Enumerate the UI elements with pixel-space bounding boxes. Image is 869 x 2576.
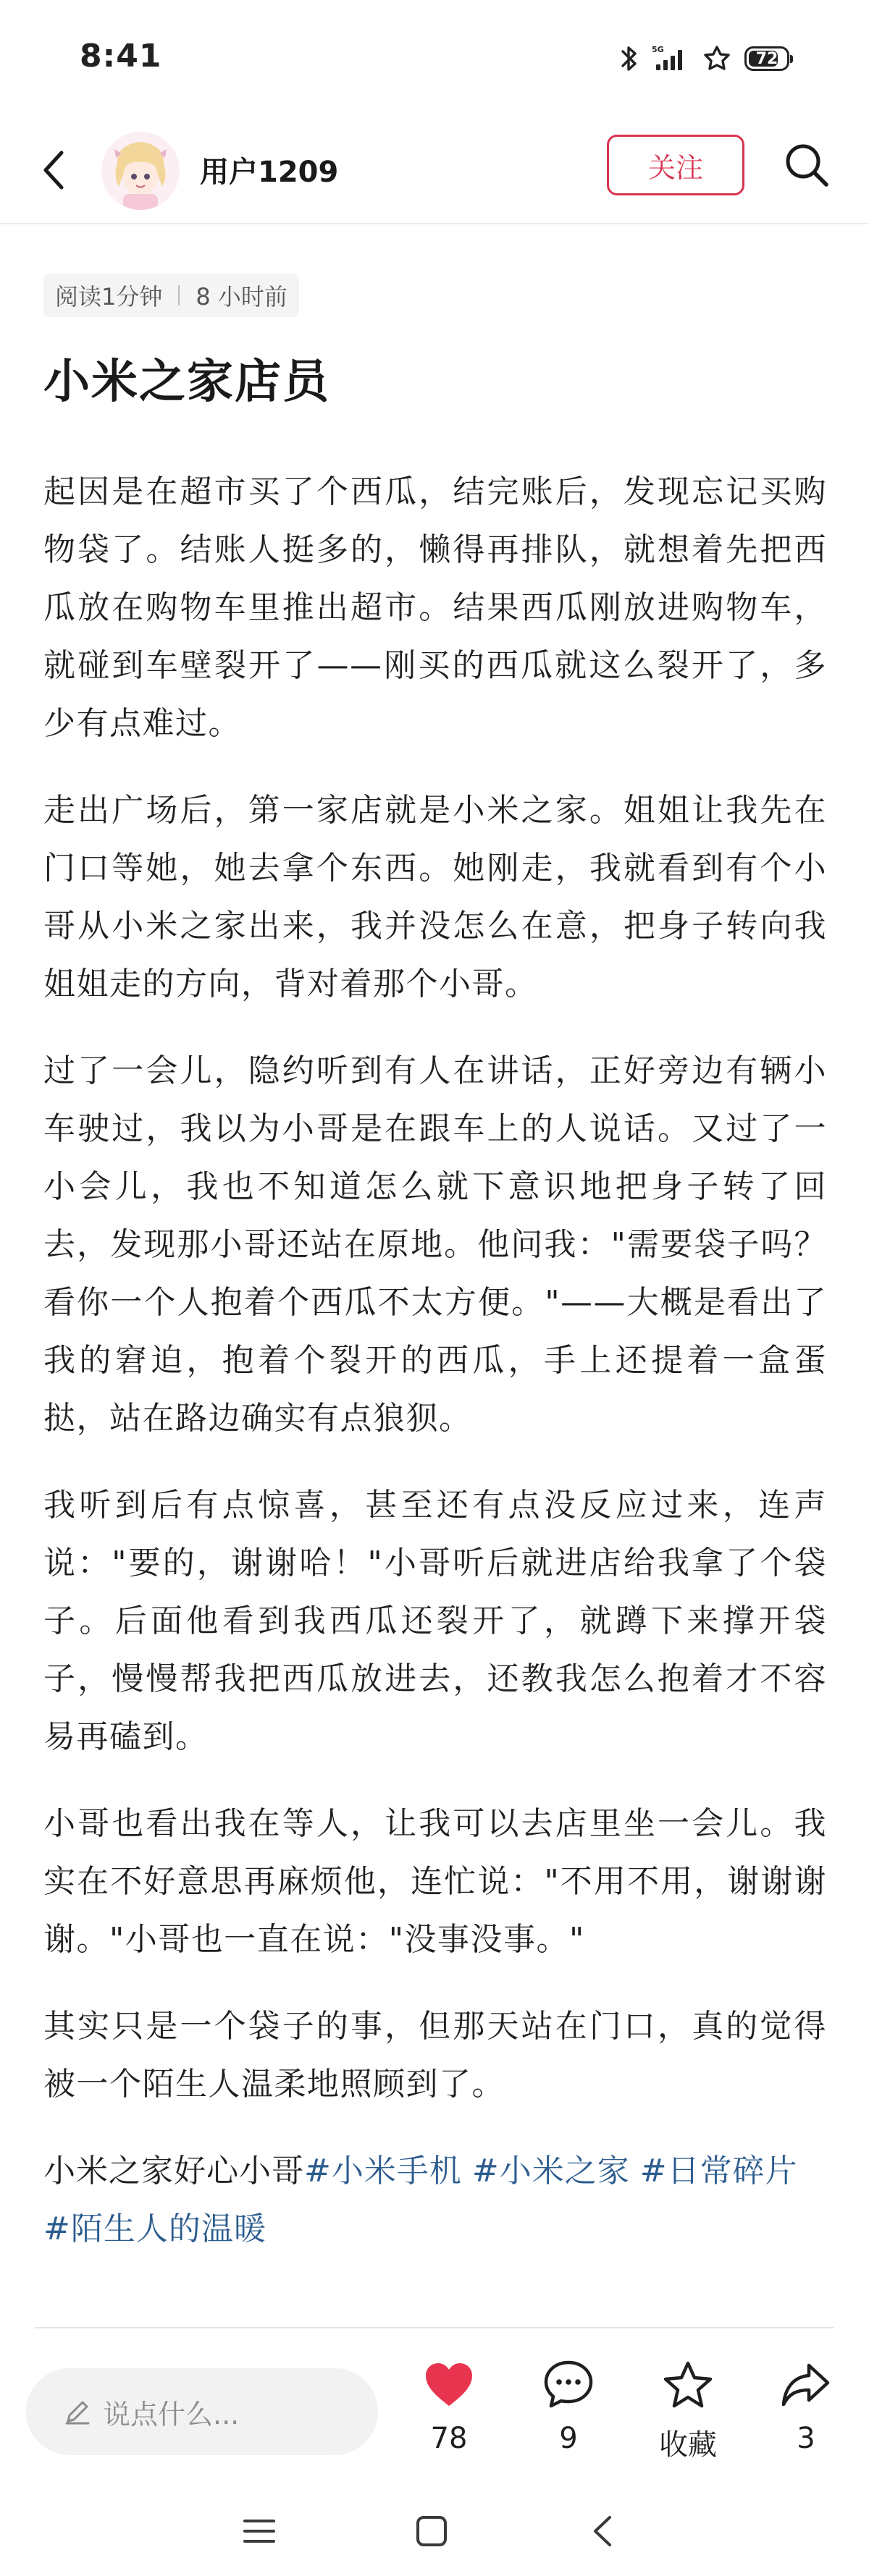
comment-button[interactable] <box>518 2358 619 2455</box>
post-meta <box>43 274 299 317</box>
app-notify-icon <box>702 44 731 73</box>
signal-5g-icon <box>652 44 689 73</box>
paragraph-5: 小哥也看出我在等人，让我可以去店里坐一会儿。我实在不好意思再麻烦他，连忙说："不用不用，谢谢谢谢。"小哥也一直在说："没事没事。" <box>43 1805 827 1958</box>
status-icons <box>620 41 789 77</box>
tag-daily-fragments[interactable]: #日常碎片 <box>639 2153 798 2189</box>
share-button[interactable] <box>755 2358 857 2455</box>
username[interactable]: 用户1209 <box>200 156 339 189</box>
bluetooth-icon <box>620 44 639 73</box>
read-time: 阅读1分钟 <box>55 283 163 311</box>
menu-icon <box>242 2517 277 2546</box>
meta-divider <box>178 285 180 305</box>
status-time: 8:41 <box>80 38 162 75</box>
post-body <box>43 463 827 2258</box>
search-button[interactable] <box>779 138 834 193</box>
closing-text: 小米之家好心小哥 <box>43 2153 304 2189</box>
paragraph-2: 走出广场后，第一家店就是小米之家。姐姐让我先在门口等她，她去拿个东西。她刚走，我就看到有个小哥从小米之家出来，我并没怎么在意，把身子转向我姐姐走的方向，背对着那个小哥。 <box>43 792 827 1002</box>
comment-bubble-icon <box>542 2360 595 2410</box>
like-button[interactable] <box>398 2358 500 2455</box>
comment-count: 9 <box>559 2422 578 2455</box>
battery-level: 72 <box>755 49 778 68</box>
home-button[interactable] <box>403 2506 461 2556</box>
bottom-divider <box>35 2327 834 2328</box>
home-square-icon <box>415 2514 448 2548</box>
tag-stranger-warmth[interactable]: #陌生人的温暖 <box>43 2210 266 2247</box>
tag-xiaomi-phone[interactable]: #小米手机 <box>304 2153 462 2189</box>
back-button[interactable] <box>29 142 80 198</box>
post-title: 小米之家店员 <box>43 355 330 409</box>
svg-text:5G: 5G <box>652 45 664 54</box>
back-triangle-icon <box>588 2513 617 2549</box>
share-count: 3 <box>797 2422 815 2455</box>
tag-xiaomi-home[interactable]: #小米之家 <box>471 2153 630 2189</box>
star-icon <box>662 2360 714 2410</box>
comment-input[interactable] <box>26 2368 378 2455</box>
posted-time: 8 小时前 <box>196 283 287 311</box>
back-arrow-icon <box>40 148 69 192</box>
paragraph-4: 我听到后有点惊喜，甚至还有点没反应过来，连声说："要的，谢谢哈！"小哥听后就进店给我拿了个袋子。后面他看到我西瓜还裂开了，就蹲下来撑开袋子，慢慢帮我把西瓜放进去，还教我怎么抱着才不容易再磕到。 <box>43 1487 827 1755</box>
paragraph-6: 其实只是一个袋子的事，但那天站在门口，真的觉得被一个陌生人温柔地照顾到了。 <box>43 2008 827 2103</box>
avatar[interactable] <box>101 132 180 210</box>
favorite-label: 收藏 <box>659 2428 717 2462</box>
follow-button[interactable]: 关注 <box>607 135 744 195</box>
tags-line <box>43 2142 827 2258</box>
share-arrow-icon <box>780 2361 832 2409</box>
battery-icon <box>744 46 789 71</box>
comment-placeholder: 说点什么... <box>103 2398 240 2431</box>
paragraph-1: 起因是在超市买了个西瓜，结完账后，发现忘记买购物袋了。结账人挺多的，懒得再排队，就想着先把西瓜放在购物车里推出超市。结果西瓜刚放进购物车，就碰到车壁裂开了——刚买的西瓜就这么裂开了，多少有点难过。 <box>43 473 827 742</box>
paragraph-3: 过了一会儿，隐约听到有人在讲话，正好旁边有辆小车驶过，我以为小哥是在跟车上的人说话。又过了一小会儿，我也不知道怎么就下意识地把身子转了回去，发现那小哥还站在原地。他问我："需要袋子吗？看你一个人抱着个西瓜不太方便。"——大概是看出了我的窘迫，抱着个裂开的西瓜，手上还提着一盒蛋挞，站在路边确实有点狼狈。 <box>43 1052 827 1437</box>
favorite-button[interactable] <box>637 2358 739 2463</box>
header <box>0 116 869 224</box>
search-icon <box>783 141 831 189</box>
status-bar <box>0 0 869 116</box>
recent-apps-button[interactable] <box>230 2506 288 2556</box>
pencil-icon <box>64 2398 91 2425</box>
system-nav-bar <box>0 2490 869 2576</box>
system-back-button[interactable] <box>574 2506 631 2556</box>
heart-icon <box>423 2361 475 2409</box>
like-count: 78 <box>430 2422 468 2455</box>
